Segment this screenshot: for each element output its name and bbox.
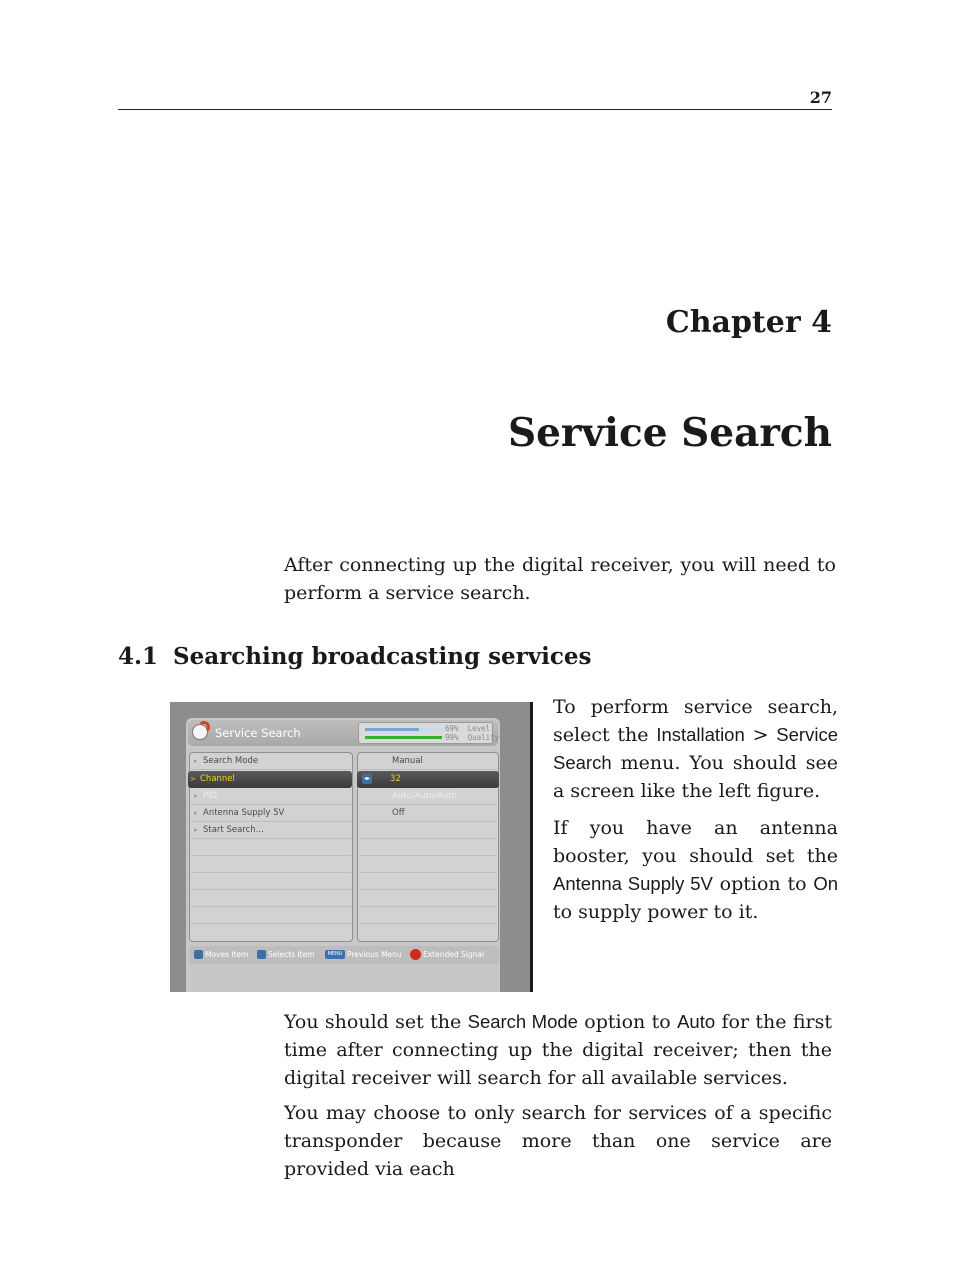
menu-value-channel[interactable] xyxy=(357,771,499,788)
signal-level-bar xyxy=(365,728,419,731)
red-button-icon xyxy=(410,949,421,960)
tv-key-legend xyxy=(189,946,499,964)
side-paragraph-2 xyxy=(553,814,838,926)
chevron-right-icon: ▸ xyxy=(194,757,198,765)
menu-key-icon: MENU xyxy=(325,950,345,959)
text-run: To perform service search, select the xyxy=(553,696,838,746)
text-run: If you have an antenna booster, you should set the xyxy=(553,817,838,867)
intro-paragraph: After connecting up the digital receiver, you will need to perform a service search. xyxy=(284,554,836,604)
menu-value-text: Off xyxy=(392,808,405,818)
menu-item-start-search[interactable] xyxy=(191,822,351,839)
text-run: for the first time after connecting up the digital receiver; then the digital receiver will search for all available services. xyxy=(284,1011,832,1089)
signal-level-pct: 69% xyxy=(445,724,459,733)
text-run: option to xyxy=(712,873,814,895)
menu-value-antenna-supply[interactable] xyxy=(359,805,497,822)
text-run: option to xyxy=(577,1011,678,1033)
legend-selects-item: Selects Item xyxy=(268,950,315,959)
signal-quality-text xyxy=(445,733,499,742)
left-right-arrows-icon xyxy=(257,950,266,959)
section-title: Searching broadcasting services xyxy=(173,643,592,670)
option-antenna-supply: Antenna Supply 5V xyxy=(553,873,713,894)
menu-value-search-mode[interactable] xyxy=(359,753,497,770)
tv-menu-labels-panel xyxy=(189,752,353,942)
menu-empty-row xyxy=(191,839,351,856)
option-value-auto: Auto xyxy=(677,1011,716,1032)
text-run: You should set the xyxy=(284,1011,468,1033)
legend-moves-item: Moves Item xyxy=(205,950,249,959)
menu-item-antenna-supply[interactable] xyxy=(191,805,351,822)
menu-empty-row xyxy=(359,856,497,873)
option-search-mode: Search Mode xyxy=(467,1011,578,1032)
menu-empty-row xyxy=(191,873,351,890)
menu-empty-row xyxy=(359,890,497,907)
menu-value-text: Manual xyxy=(392,756,423,766)
menu-item-channel[interactable] xyxy=(188,771,352,788)
tv-screenshot-edge xyxy=(530,702,533,992)
chevron-right-icon: ▸ xyxy=(194,792,198,800)
page-number: 27 xyxy=(809,88,832,107)
body-paragraph-2: You may choose to only search for services of a specific transponder because more than one service are provided via each xyxy=(284,1102,832,1180)
chevron-right-icon: ▸ xyxy=(194,826,198,834)
menu-item-search-mode[interactable] xyxy=(191,753,351,770)
body-text xyxy=(284,1008,832,1190)
section-heading xyxy=(118,643,591,670)
tv-menu-title: Service Search xyxy=(215,726,301,740)
legend-previous-menu: Previous Menu xyxy=(347,950,402,959)
menu-empty-row xyxy=(359,839,497,856)
menu-value-start-search xyxy=(359,822,497,839)
signal-level-text xyxy=(445,724,490,733)
menu-path-service-search: Service Search xyxy=(553,724,838,773)
menu-empty-row xyxy=(191,907,351,924)
menu-item-label: Start Search... xyxy=(203,825,264,835)
text-run: menu. You should see a screen like the left figure. xyxy=(553,752,838,802)
menu-value-pid xyxy=(359,788,497,805)
menu-item-label: Search Mode xyxy=(203,756,259,766)
menu-path-separator: > xyxy=(744,724,777,746)
header-rule xyxy=(118,109,832,110)
menu-empty-row xyxy=(359,873,497,890)
legend-extended-signal: Extended Signal xyxy=(423,950,485,959)
menu-item-label: Antenna Supply 5V xyxy=(203,808,285,818)
chevron-right-icon: ▸ xyxy=(194,809,198,817)
option-value-on: On xyxy=(813,873,838,894)
menu-item-label: Channel xyxy=(200,774,235,784)
signal-quality-pct: 99% xyxy=(445,733,459,742)
menu-value-text: Auto/Auto/Auto xyxy=(392,791,457,801)
signal-level-label: Level xyxy=(467,724,491,733)
side-text xyxy=(553,693,838,935)
menu-empty-row xyxy=(359,907,497,924)
menu-item-label: PID xyxy=(203,791,218,801)
body-paragraph-1 xyxy=(284,1008,832,1092)
dish-logo-swirl xyxy=(198,721,210,733)
signal-quality-label: Quality xyxy=(467,733,500,742)
chapter-label: Chapter 4 xyxy=(665,305,832,340)
chevron-right-icon: > xyxy=(190,775,196,783)
menu-value-text: 32 xyxy=(390,774,401,784)
section-number: 4.1 xyxy=(118,643,159,670)
chapter-title: Service Search xyxy=(507,410,832,456)
signal-meter xyxy=(358,722,500,744)
tv-menu-values-panel xyxy=(357,752,499,942)
up-down-arrows-icon xyxy=(194,950,203,959)
menu-empty-row xyxy=(191,856,351,873)
menu-path-installation: Installation xyxy=(656,724,745,745)
menu-item-pid xyxy=(191,788,351,805)
left-right-arrows-icon: ◂▸ xyxy=(363,775,371,782)
signal-quality-bar xyxy=(365,736,442,739)
menu-empty-row xyxy=(191,890,351,907)
text-run: to supply power to it. xyxy=(553,901,759,923)
side-paragraph-1 xyxy=(553,693,838,805)
